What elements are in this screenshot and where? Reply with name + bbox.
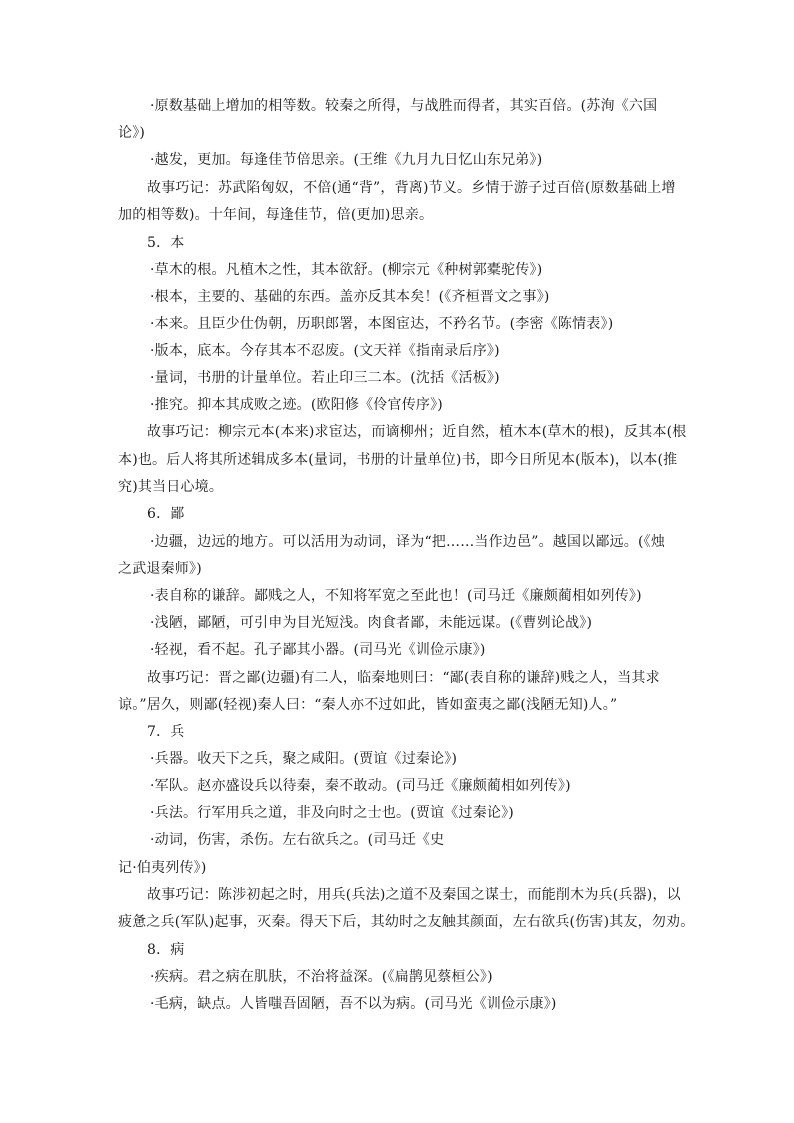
text-line: ·浅陋，鄙陋，可引申为目光短浅。肉食者鄙，未能远谋。(《曹刿论战》): [150, 615, 593, 631]
text-line: 本)也。后人将其所述辑成多本(量词，书册的计量单位)书，即今日所见本(版本)，以本(推: [118, 452, 678, 468]
text-line: ·边疆，边远的地方。可以活用为动词，译为“把……当作边邑”。越国以鄙远。(《烛: [150, 534, 666, 550]
section-heading: 5．本: [147, 235, 185, 251]
text-line: ·军队。赵亦盛设兵以待秦，秦不敢动。(司马迁《廉颇蔺相如列传》): [150, 778, 571, 794]
text-line: 故事巧记：苏武陷匈奴，不倍(通“背”，背离)节义。乡情于游子过百倍(原数基础上增: [147, 180, 676, 196]
text-line: 谅。”居久，则鄙(轻视)秦人曰：“秦人亦不过如此，皆如蛮夷之鄙(浅陋无知)人。”: [118, 697, 618, 713]
text-line: 故事巧记：柳宗元本(本来)求宦达，而谪柳州；近自然，植木本(草木的根)，反其本(根: [147, 424, 687, 440]
text-line: 故事巧记：晋之鄙(边疆)有二人，临秦地则曰：“鄙(表自称的谦辞)贱之人，当其求: [147, 670, 660, 686]
text-line: ·表自称的谦辞。鄙贱之人，不知将军宽之至此也！(司马迁《廉颇蔺相如列传》): [150, 588, 642, 604]
text-line: ·动词，伤害，杀伤。左右欲兵之。(司马迁《史: [150, 832, 445, 848]
text-line: 论》): [118, 125, 146, 141]
text-line: ·越发，更加。每逢佳节倍思亲。(王维《九月九日忆山东兄弟》): [150, 152, 543, 168]
text-line: ·毛病，缺点。人皆嗤吾固陋，吾不以为病。(司马光《训俭示康》): [150, 996, 557, 1012]
text-line: ·版本，底本。今存其本不忍废。(文天祥《指南录后序》): [150, 343, 500, 359]
text-line: ·原数基础上增加的相等数。较秦之所得，与战胜而得者，其实百倍。(苏洵《六国: [150, 98, 658, 114]
text-line: 究)其当日心境。: [118, 479, 224, 495]
text-line: ·本来。且臣少仕伪朝，历职郎署，本图宦达，不矜名节。(李密《陈情表》): [150, 316, 614, 332]
section-heading: 8．病: [147, 942, 185, 958]
section-heading: 6．鄙: [147, 506, 185, 522]
text-line: 故事巧记：陈涉初起之时，用兵(兵法)之道不及秦国之谋士，而能削木为兵(兵器)，以: [147, 887, 681, 903]
text-line: ·量词，书册的计量单位。若止印三二本。(沈括《活板》): [150, 370, 500, 386]
text-line: 疲惫之兵(军队)起事，灭秦。得天下后，其幼时之友触其颜面，左右欲兵(伤害)其友，勿劝。: [118, 914, 695, 930]
text-line: ·根本，主要的、基础的东西。盖亦反其本矣！(《齐桓晋文之事》): [150, 289, 550, 305]
text-line: 记·伯夷列传》): [118, 860, 207, 876]
text-line: 加的相等数)。十年间，每逢佳节，倍(更加)思亲。: [118, 207, 434, 223]
text-line: ·兵器。收天下之兵，聚之咸阳。(贾谊《过秦论》): [150, 751, 458, 767]
text-line: ·疾病。君之病在肌肤，不治将益深。(《扁鹊见蔡桓公》): [150, 969, 493, 985]
section-heading: 7．兵: [147, 724, 185, 740]
text-line: ·兵法。行军用兵之道，非及向时之士也。(贾谊《过秦论》): [150, 805, 514, 821]
text-line: 之武退秦师》): [118, 561, 202, 577]
text-line: ·轻视，看不起。孔子鄙其小器。(司马光《训俭示康》): [150, 642, 486, 658]
text-line: ·推究。抑本其成败之迹。(欧阳修《伶官传序》): [150, 397, 443, 413]
text-line: ·草木的根。凡植木之性，其本欲舒。(柳宗元《种树郭橐驼传》): [150, 262, 543, 278]
